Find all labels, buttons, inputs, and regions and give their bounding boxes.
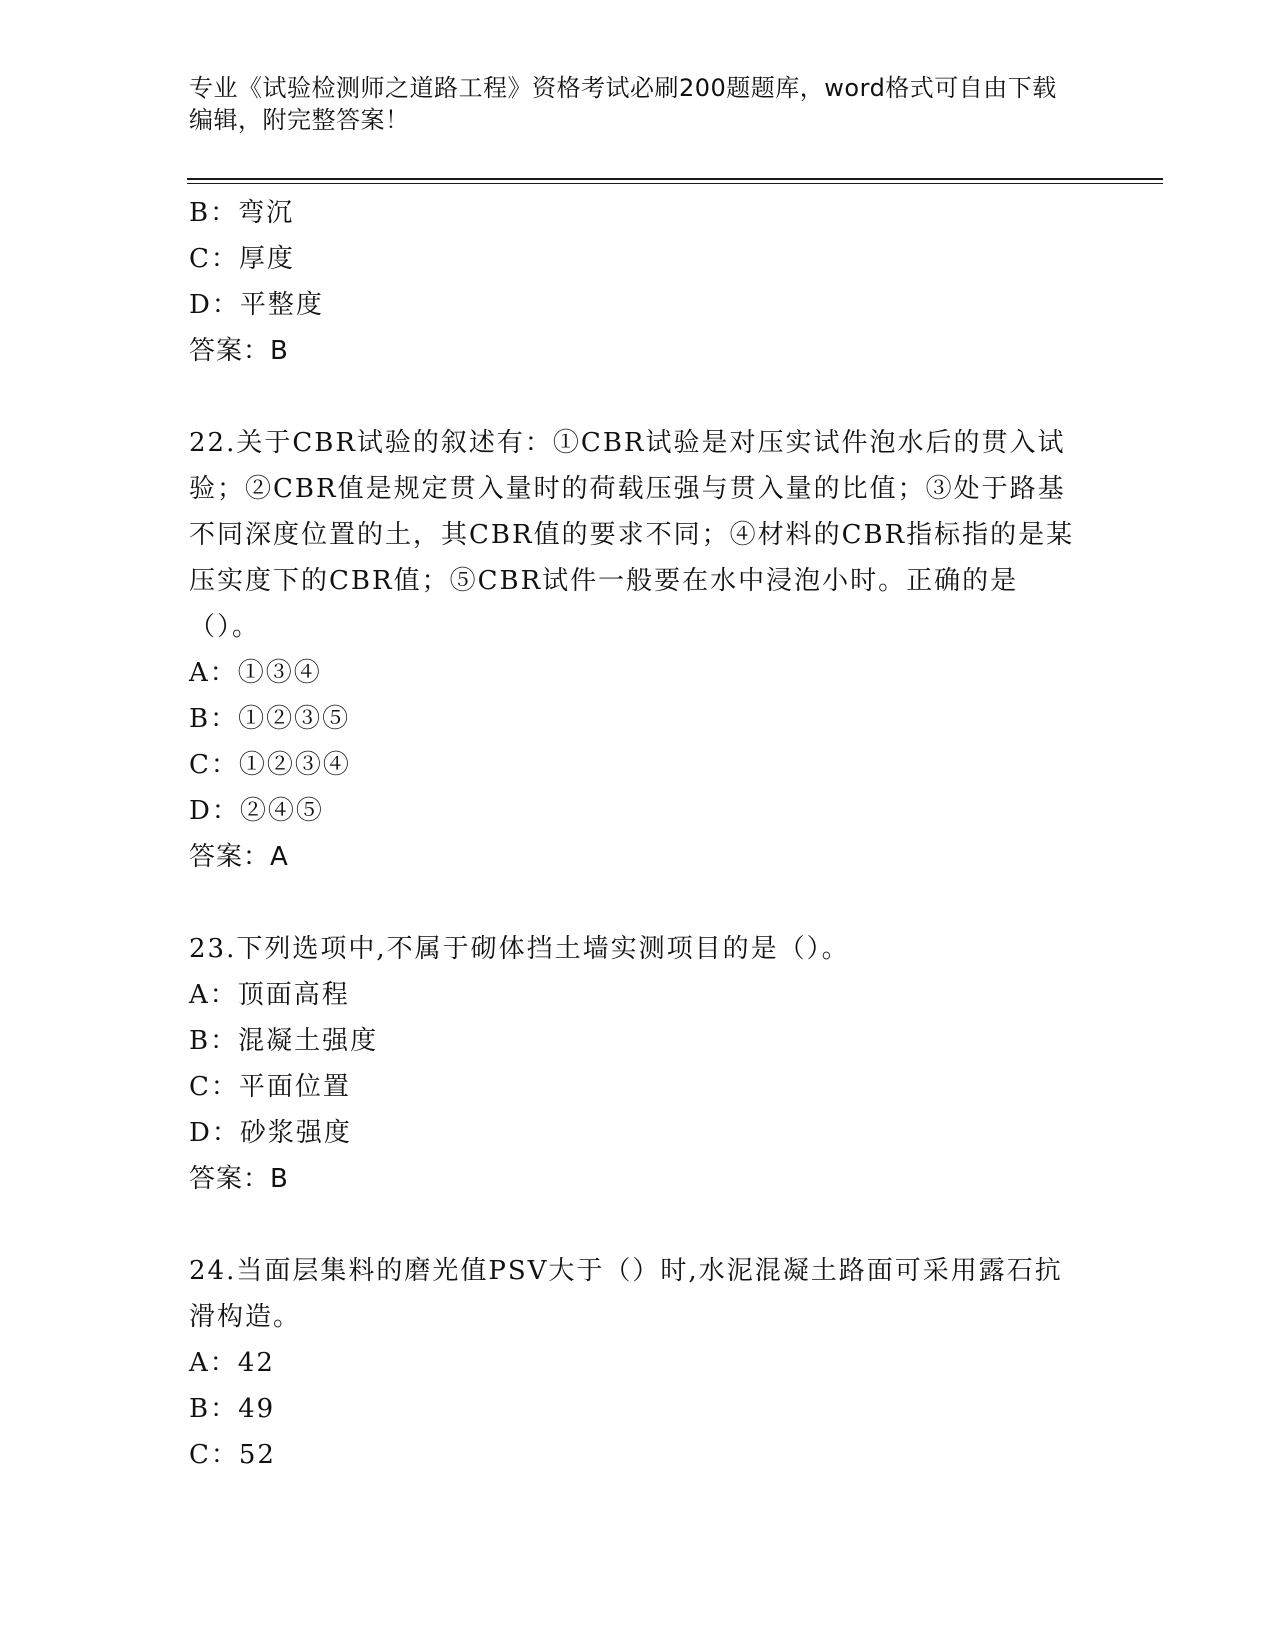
page-header: 专业《试验检测师之道路工程》资格考试必刷200题题库，word格式可自由下载编辑，附完整答案！ <box>189 74 1057 134</box>
option-a: A：顶面高程 <box>189 980 350 1010</box>
option-b: B：弯沉 <box>189 198 295 228</box>
option-d: D：砂浆强度 <box>189 1118 352 1148</box>
question-spacer <box>189 1202 1089 1248</box>
question-spacer <box>189 374 1089 420</box>
option-a: A：①③④ <box>189 658 322 688</box>
answer-line: 答案：B <box>189 336 289 366</box>
header-divider <box>187 178 1163 184</box>
answer-line: 答案：A <box>189 842 289 872</box>
option-d: D：平整度 <box>189 290 324 320</box>
option-a: A：42 <box>189 1348 275 1378</box>
option-b: B：49 <box>189 1394 276 1424</box>
option-c: C：①②③④ <box>189 750 351 780</box>
question-content <box>189 190 1089 1478</box>
option-b: B：混凝土强度 <box>189 1026 379 1056</box>
previous-question-tail <box>189 190 1089 374</box>
question-text: 24.当面层集料的磨光值PSV大于（）时,水泥混凝土路面可采用露石抗滑构造。 <box>189 1256 1063 1332</box>
option-c: C：平面位置 <box>189 1072 351 1102</box>
option-b: B：①②③⑤ <box>189 704 351 734</box>
option-c: C：厚度 <box>189 244 295 274</box>
question-spacer <box>189 880 1089 926</box>
question-22 <box>189 420 1089 880</box>
question-text: 22.关于CBR试验的叙述有：①CBR试验是对压实试件泡水后的贯入试验；②CBR值是规定贯入量时的荷载压强与贯入量的比值；③处于路基不同深度位置的土，其CBR值的要求不同；④材料的CBR指标指的是某压实度下的CBR值；⑤CBR试件一般要在水中浸泡小时。正确的是（）。 <box>189 428 1075 642</box>
question-23 <box>189 926 1089 1202</box>
answer-line: 答案：B <box>189 1164 289 1194</box>
option-c: C：52 <box>189 1440 276 1470</box>
question-24 <box>189 1248 1089 1478</box>
option-d: D：②④⑤ <box>189 796 324 826</box>
question-text: 23.下列选项中,不属于砌体挡土墙实测项目的是（）。 <box>189 934 850 964</box>
